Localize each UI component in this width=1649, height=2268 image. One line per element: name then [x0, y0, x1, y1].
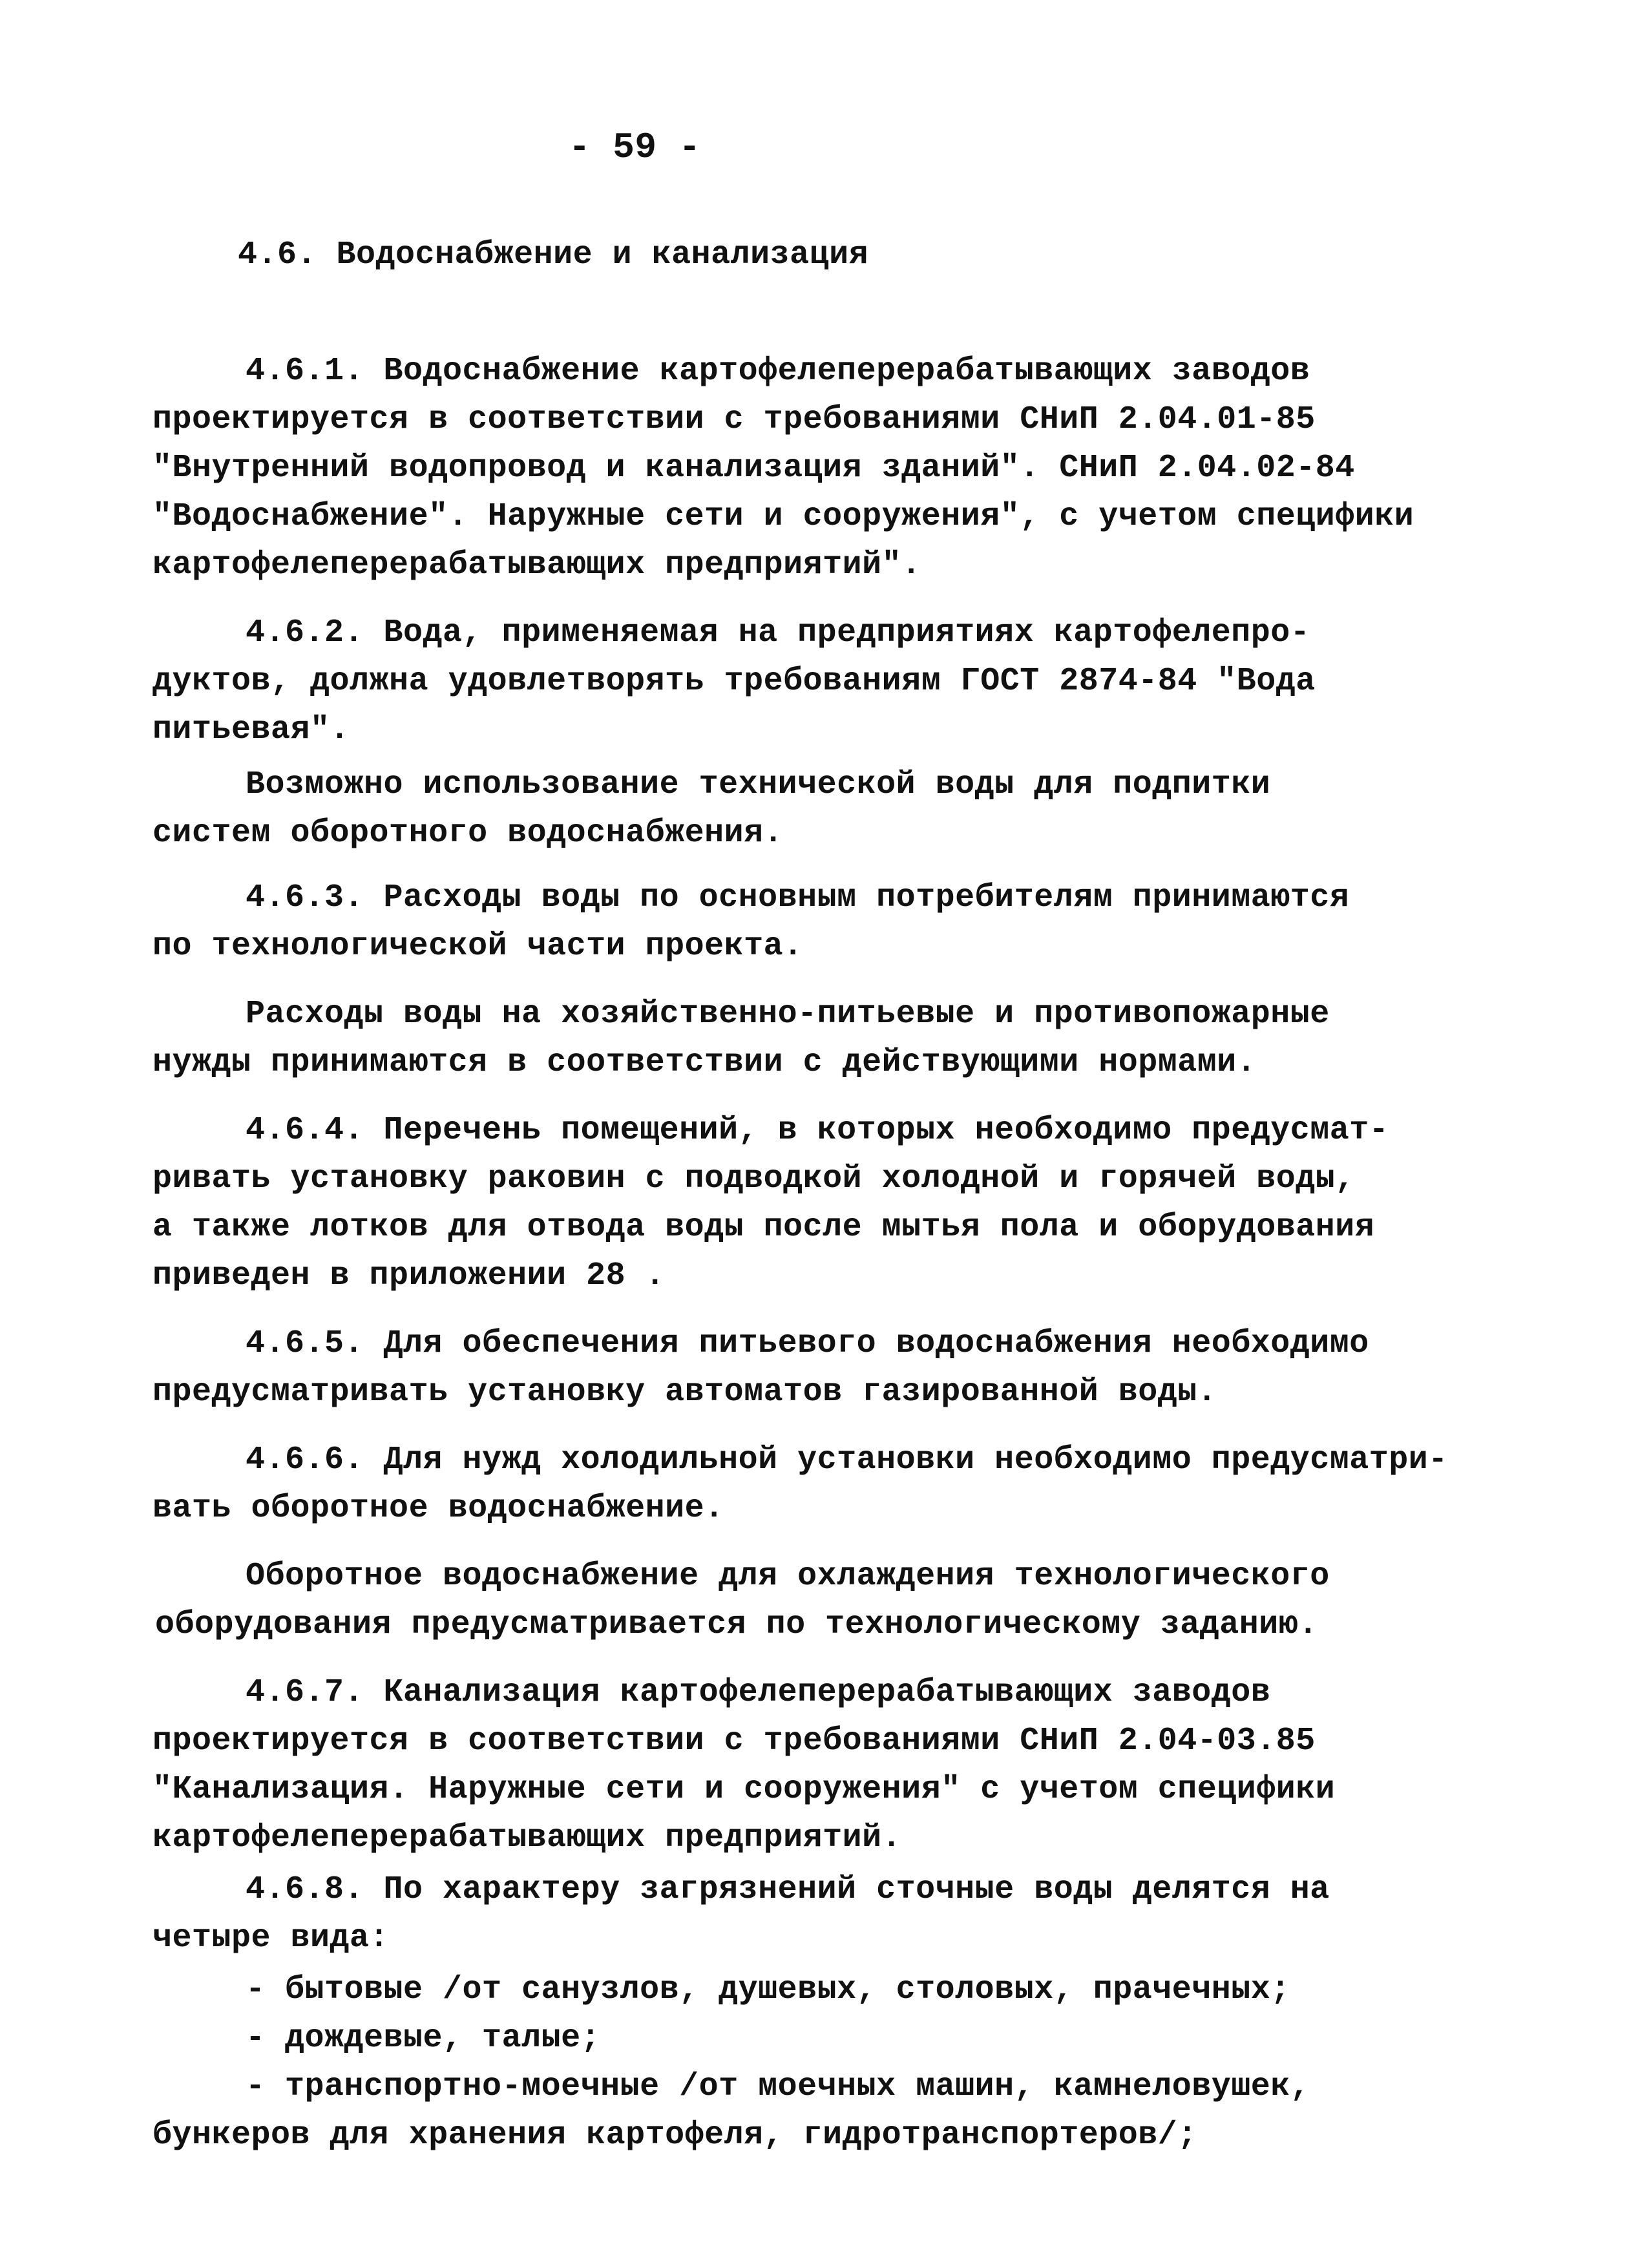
paragraph-4-6-3-line: по технологической части проекта.	[152, 928, 803, 965]
paragraph-4-6-6-line: 4.6.6. Для нужд холодильной установки необходимо предусматри-	[246, 1442, 1448, 1478]
list-item: - дождевые, талые;	[246, 2020, 601, 2057]
paragraph-4-6-6-line: вать оборотное водоснабжение.	[152, 1490, 724, 1527]
paragraph-4-6-8-line: четыре вида:	[152, 1920, 390, 1957]
paragraph-4-6-5-line: 4.6.5. Для обеспечения питьевого водоснабжения необходимо	[246, 1325, 1369, 1362]
paragraph-4-6-1-line: картофелеперерабатывающих предприятий".	[152, 547, 921, 583]
paragraph-4-6-7-line: "Канализация. Наружные сети и сооружения" с учетом специфики	[152, 1771, 1336, 1808]
paragraph-4-6-3b-line: нужды принимаются в соответствии с действующими нормами.	[152, 1044, 1257, 1081]
list-item-continuation: бункеров для хранения картофеля, гидротранспортеров/;	[152, 2117, 1197, 2154]
paragraph-4-6-2b-line: систем оборотного водоснабжения.	[152, 815, 784, 852]
list-item: - бытовые /от санузлов, душевых, столовых, прачечных;	[246, 1971, 1290, 2008]
paragraph-4-6-4-line: ривать установку раковин с подводкой холодной и горячей воды,	[152, 1160, 1355, 1197]
paragraph-4-6-1-line: "Водоснабжение". Наружные сети и сооружения", с учетом специфики	[152, 498, 1414, 535]
paragraph-4-6-2-line: дуктов, должна удовлетворять требованиям ГОСТ 2874-84 "Вода	[152, 663, 1316, 700]
paragraph-4-6-1-line: "Внутренний водопровод и канализация зданий". СНиП 2.04.02-84	[152, 450, 1355, 487]
section-title: 4.6. Водоснабжение и канализация	[238, 236, 869, 273]
paragraph-4-6-7-line: проектируется в соответствии с требованиями СНиП 2.04-03.85	[152, 1723, 1316, 1759]
paragraph-4-6-6b-line: Оборотное водоснабжение для охлаждения технологического	[246, 1558, 1330, 1595]
paragraph-4-6-5-line: предусматривать установку автоматов газированной воды.	[152, 1374, 1217, 1411]
paragraph-4-6-2b-line: Возможно использование технической воды для подпитки	[246, 766, 1271, 803]
paragraph-4-6-4-line: 4.6.4. Перечень помещений, в которых необходимо предусмат-	[246, 1112, 1389, 1149]
list-item: - транспортно-моечные /от моечных машин, камнеловушек,	[246, 2068, 1310, 2105]
paragraph-4-6-3-line: 4.6.3. Расходы воды по основным потребителям принимаются	[246, 879, 1350, 916]
paragraph-4-6-1-line: 4.6.1. Водоснабжение картофелеперерабатывающих заводов	[246, 353, 1310, 390]
page-number: - 59 -	[569, 127, 701, 168]
paragraph-4-6-4-line: а также лотков для отвода воды после мытья пола и оборудования	[152, 1209, 1375, 1246]
paragraph-4-6-1-line: проектируется в соответствии с требованиями СНиП 2.04.01-85	[152, 401, 1316, 438]
paragraph-4-6-7-line: картофелеперерабатывающих предприятий.	[152, 1820, 902, 1856]
paragraph-4-6-4-line: приведен в приложении 28 .	[152, 1257, 666, 1294]
paragraph-4-6-3b-line: Расходы воды на хозяйственно-питьевые и противопожарные	[246, 996, 1330, 1033]
paragraph-4-6-2-line: 4.6.2. Вода, применяемая на предприятиях картофелепро-	[246, 614, 1310, 651]
paragraph-4-6-2-line: питьевая".	[152, 711, 350, 748]
paragraph-4-6-8-line: 4.6.8. По характеру загрязнений сточные воды делятся на	[246, 1871, 1330, 1908]
paragraph-4-6-6b-line: оборудования предусматривается по технологическому заданию.	[155, 1606, 1318, 1643]
paragraph-4-6-7-line: 4.6.7. Канализация картофелеперерабатывающих заводов	[246, 1674, 1271, 1711]
